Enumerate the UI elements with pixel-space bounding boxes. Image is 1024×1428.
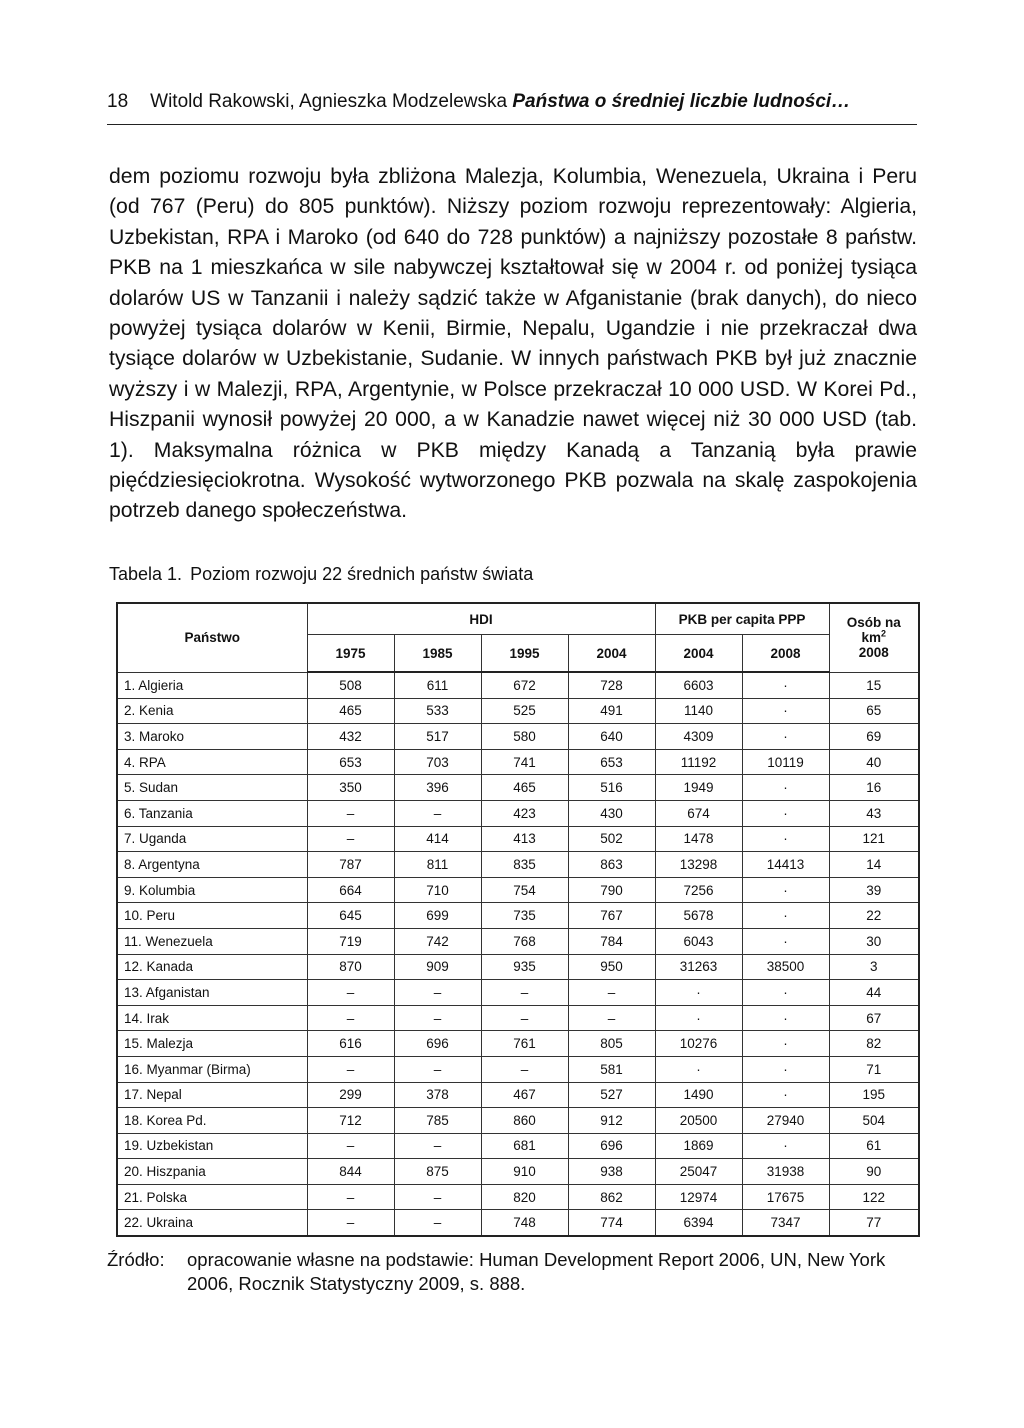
country-cell: 19. Uzbekistan bbox=[117, 1133, 307, 1159]
value-cell: · bbox=[742, 1031, 829, 1057]
value-cell: 465 bbox=[307, 698, 394, 724]
value-cell: · bbox=[742, 1056, 829, 1082]
value-cell: 735 bbox=[481, 903, 568, 929]
country-cell: 5. Sudan bbox=[117, 775, 307, 801]
country-cell: 12. Kanada bbox=[117, 954, 307, 980]
value-cell: 768 bbox=[481, 928, 568, 954]
value-cell: · bbox=[742, 826, 829, 852]
header-year: 2004 bbox=[568, 635, 655, 673]
value-cell: · bbox=[742, 698, 829, 724]
value-cell: 61 bbox=[829, 1133, 919, 1159]
value-cell: 10119 bbox=[742, 749, 829, 775]
value-cell: 696 bbox=[568, 1133, 655, 1159]
country-cell: 13. Afganistan bbox=[117, 980, 307, 1006]
value-cell: 525 bbox=[481, 698, 568, 724]
value-cell: · bbox=[742, 877, 829, 903]
value-cell: 1478 bbox=[655, 826, 742, 852]
value-cell: 844 bbox=[307, 1159, 394, 1185]
table-row bbox=[117, 800, 919, 826]
value-cell: – bbox=[481, 980, 568, 1006]
source-text: opracowanie własne na podstawie: Human Development Report 2006, UN, New York 2006, Rocznik Statystyczny 2009, s. 888. bbox=[187, 1249, 886, 1294]
value-cell: 820 bbox=[481, 1184, 568, 1210]
value-cell: 653 bbox=[568, 749, 655, 775]
value-cell: 13298 bbox=[655, 852, 742, 878]
table-row bbox=[117, 903, 919, 929]
header-density-unit: km bbox=[861, 630, 882, 646]
value-cell: 640 bbox=[568, 724, 655, 750]
value-cell: 616 bbox=[307, 1031, 394, 1057]
value-cell: 870 bbox=[307, 954, 394, 980]
value-cell: 712 bbox=[307, 1108, 394, 1134]
table-row bbox=[117, 928, 919, 954]
header-year: 1975 bbox=[307, 635, 394, 673]
value-cell: 27940 bbox=[742, 1108, 829, 1134]
table-caption-label: Tabela 1. bbox=[109, 564, 183, 584]
value-cell: 811 bbox=[394, 852, 481, 878]
table-row bbox=[117, 724, 919, 750]
value-cell: 14 bbox=[829, 852, 919, 878]
table-row bbox=[117, 1159, 919, 1185]
value-cell: 719 bbox=[307, 928, 394, 954]
value-cell: 378 bbox=[394, 1082, 481, 1108]
value-cell: · bbox=[742, 775, 829, 801]
table-row bbox=[117, 1082, 919, 1108]
value-cell: – bbox=[307, 826, 394, 852]
value-cell: 767 bbox=[568, 903, 655, 929]
value-cell: · bbox=[742, 724, 829, 750]
value-cell: 580 bbox=[481, 724, 568, 750]
header-year: 2004 bbox=[655, 635, 742, 673]
table-row bbox=[117, 954, 919, 980]
value-cell: 938 bbox=[568, 1159, 655, 1185]
value-cell: 430 bbox=[568, 800, 655, 826]
value-cell: – bbox=[394, 800, 481, 826]
value-cell: 508 bbox=[307, 672, 394, 698]
value-cell: 645 bbox=[307, 903, 394, 929]
value-cell: 860 bbox=[481, 1108, 568, 1134]
value-cell: 39 bbox=[829, 877, 919, 903]
table-row bbox=[117, 1184, 919, 1210]
value-cell: · bbox=[655, 1005, 742, 1031]
value-cell: 15 bbox=[829, 672, 919, 698]
value-cell: 699 bbox=[394, 903, 481, 929]
country-cell: 15. Malezja bbox=[117, 1031, 307, 1057]
value-cell: 20500 bbox=[655, 1108, 742, 1134]
source-label: Źródło: bbox=[107, 1249, 165, 1270]
value-cell: 1140 bbox=[655, 698, 742, 724]
country-cell: 17. Nepal bbox=[117, 1082, 307, 1108]
table-row bbox=[117, 877, 919, 903]
value-cell: 910 bbox=[481, 1159, 568, 1185]
value-cell: – bbox=[394, 1133, 481, 1159]
value-cell: 785 bbox=[394, 1108, 481, 1134]
value-cell: 67 bbox=[829, 1005, 919, 1031]
value-cell: 611 bbox=[394, 672, 481, 698]
table-caption bbox=[109, 562, 917, 586]
development-table bbox=[116, 602, 920, 1237]
value-cell: 527 bbox=[568, 1082, 655, 1108]
value-cell: 950 bbox=[568, 954, 655, 980]
header-title: Państwa o średniej liczbie ludności… bbox=[512, 91, 851, 112]
header-year: 2008 bbox=[742, 635, 829, 673]
value-cell: – bbox=[307, 1184, 394, 1210]
value-cell: · bbox=[742, 672, 829, 698]
value-cell: · bbox=[742, 980, 829, 1006]
table-row bbox=[117, 1031, 919, 1057]
value-cell: 121 bbox=[829, 826, 919, 852]
country-cell: 14. Irak bbox=[117, 1005, 307, 1031]
value-cell: 82 bbox=[829, 1031, 919, 1057]
value-cell: 31938 bbox=[742, 1159, 829, 1185]
value-cell: 787 bbox=[307, 852, 394, 878]
value-cell: 748 bbox=[481, 1210, 568, 1236]
value-cell: 299 bbox=[307, 1082, 394, 1108]
running-header bbox=[107, 90, 917, 114]
value-cell: 761 bbox=[481, 1031, 568, 1057]
value-cell: 467 bbox=[481, 1082, 568, 1108]
value-cell: 414 bbox=[394, 826, 481, 852]
value-cell: 516 bbox=[568, 775, 655, 801]
value-cell: 14413 bbox=[742, 852, 829, 878]
table-row bbox=[117, 775, 919, 801]
value-cell: 805 bbox=[568, 1031, 655, 1057]
value-cell: 912 bbox=[568, 1108, 655, 1134]
value-cell: 6394 bbox=[655, 1210, 742, 1236]
value-cell: · bbox=[655, 1056, 742, 1082]
table-row bbox=[117, 852, 919, 878]
table-row bbox=[117, 698, 919, 724]
value-cell: 11192 bbox=[655, 749, 742, 775]
value-cell: 504 bbox=[829, 1108, 919, 1134]
value-cell: 30 bbox=[829, 928, 919, 954]
value-cell: 6043 bbox=[655, 928, 742, 954]
value-cell: – bbox=[568, 1005, 655, 1031]
table-row bbox=[117, 1108, 919, 1134]
value-cell: 835 bbox=[481, 852, 568, 878]
header-hdi: HDI bbox=[307, 603, 655, 635]
value-cell: 7256 bbox=[655, 877, 742, 903]
table-row bbox=[117, 672, 919, 698]
value-cell: · bbox=[655, 980, 742, 1006]
header-rule bbox=[107, 124, 917, 125]
value-cell: 40 bbox=[829, 749, 919, 775]
country-cell: 18. Korea Pd. bbox=[117, 1108, 307, 1134]
country-cell: 10. Peru bbox=[117, 903, 307, 929]
country-cell: 8. Argentyna bbox=[117, 852, 307, 878]
value-cell: · bbox=[742, 1082, 829, 1108]
table-row bbox=[117, 980, 919, 1006]
value-cell: 195 bbox=[829, 1082, 919, 1108]
value-cell: 790 bbox=[568, 877, 655, 903]
value-cell: 774 bbox=[568, 1210, 655, 1236]
country-cell: 6. Tanzania bbox=[117, 800, 307, 826]
value-cell: 65 bbox=[829, 698, 919, 724]
value-cell: 17675 bbox=[742, 1184, 829, 1210]
value-cell: 784 bbox=[568, 928, 655, 954]
header-density-line1: Osób na bbox=[846, 615, 901, 631]
value-cell: 502 bbox=[568, 826, 655, 852]
value-cell: – bbox=[481, 1005, 568, 1031]
value-cell: 44 bbox=[829, 980, 919, 1006]
country-cell: 4. RPA bbox=[117, 749, 307, 775]
table-caption-text: Poziom rozwoju 22 średnich państw świata bbox=[190, 564, 534, 584]
body-paragraph: dem poziomu rozwoju była zbliżona Malezja, Kolumbia, Wenezuela, Ukraina i Peru (od 767 (Peru) do 805 punktów). Niższy poziom rozwoju reprezentowały: Algieria, Uzbekistan, RPA i Maroko (od 640 do 728 punktów) a najniższy pozostałe 8 państw. PKB na 1 mieszkańca w sile nabywczej kształtował się w 2004 r. od poniżej tysiąca dolarów US w Tanzanii i należy sądzić także w Afganistanie (brak danych), do nieco powyżej tysiąca dolarów w Kenii, Birmie, Nepalu, Ugandzie i nie przekraczał dwa tysiące dolarów w Uzbekistanie, Sudanie. W innych państwach PKB był już znacznie wyższy i w Malezji, RPA, Argentynie, w Polsce przekraczał 10 000 USD. W Korei Pd., Hiszpanii wynosił powyżej 20 000, a w Kanadzie nawet więcej niż 30 000 USD (tab. 1). Maksymalna różnica w PKB między Kanadą a Tanzanią była prawie pięćdziesięciokrotna. Wysokość wytworzonego PKB pozwala na skalę zaspokojenia potrzeb danego społeczeństwa. bbox=[109, 165, 917, 523]
header-density-year: 2008 bbox=[858, 645, 889, 661]
header-country: Państwo bbox=[117, 603, 307, 672]
value-cell: 653 bbox=[307, 749, 394, 775]
value-cell: – bbox=[307, 1056, 394, 1082]
value-cell: 25047 bbox=[655, 1159, 742, 1185]
header-year: 1985 bbox=[394, 635, 481, 673]
value-cell: 77 bbox=[829, 1210, 919, 1236]
value-cell: 703 bbox=[394, 749, 481, 775]
value-cell: · bbox=[742, 903, 829, 929]
value-cell: · bbox=[742, 1133, 829, 1159]
value-cell: – bbox=[394, 1056, 481, 1082]
value-cell: – bbox=[307, 1133, 394, 1159]
value-cell: 674 bbox=[655, 800, 742, 826]
country-cell: 2. Kenia bbox=[117, 698, 307, 724]
value-cell: 935 bbox=[481, 954, 568, 980]
value-cell: 350 bbox=[307, 775, 394, 801]
country-cell: 20. Hiszpania bbox=[117, 1159, 307, 1185]
value-cell: 664 bbox=[307, 877, 394, 903]
value-cell: 396 bbox=[394, 775, 481, 801]
value-cell: – bbox=[481, 1056, 568, 1082]
value-cell: 710 bbox=[394, 877, 481, 903]
value-cell: 681 bbox=[481, 1133, 568, 1159]
value-cell: 875 bbox=[394, 1159, 481, 1185]
table-row bbox=[117, 826, 919, 852]
value-cell: 672 bbox=[481, 672, 568, 698]
value-cell: 491 bbox=[568, 698, 655, 724]
value-cell: 69 bbox=[829, 724, 919, 750]
value-cell: 4309 bbox=[655, 724, 742, 750]
value-cell: 122 bbox=[829, 1184, 919, 1210]
value-cell: 742 bbox=[394, 928, 481, 954]
value-cell: 696 bbox=[394, 1031, 481, 1057]
value-cell: – bbox=[307, 980, 394, 1006]
page-number: 18 bbox=[107, 91, 129, 112]
value-cell: 1869 bbox=[655, 1133, 742, 1159]
value-cell: 38500 bbox=[742, 954, 829, 980]
value-cell: 413 bbox=[481, 826, 568, 852]
value-cell: – bbox=[307, 1210, 394, 1236]
value-cell: 43 bbox=[829, 800, 919, 826]
table-row bbox=[117, 1056, 919, 1082]
value-cell: 71 bbox=[829, 1056, 919, 1082]
value-cell: 6603 bbox=[655, 672, 742, 698]
value-cell: 90 bbox=[829, 1159, 919, 1185]
value-cell: – bbox=[568, 980, 655, 1006]
value-cell: 754 bbox=[481, 877, 568, 903]
value-cell: 465 bbox=[481, 775, 568, 801]
value-cell: – bbox=[394, 1184, 481, 1210]
table-row bbox=[117, 1005, 919, 1031]
value-cell: · bbox=[742, 800, 829, 826]
value-cell: 517 bbox=[394, 724, 481, 750]
header-density-unit-line bbox=[834, 630, 915, 645]
value-cell: 533 bbox=[394, 698, 481, 724]
header-pkb: PKB per capita PPP bbox=[655, 603, 829, 635]
value-cell: – bbox=[394, 1210, 481, 1236]
value-cell: 10276 bbox=[655, 1031, 742, 1057]
country-cell: 1. Algieria bbox=[117, 672, 307, 698]
country-cell: 9. Kolumbia bbox=[117, 877, 307, 903]
value-cell: 3 bbox=[829, 954, 919, 980]
table-row bbox=[117, 749, 919, 775]
source-note bbox=[107, 1248, 917, 1296]
value-cell: 581 bbox=[568, 1056, 655, 1082]
value-cell: – bbox=[307, 1005, 394, 1031]
value-cell: 423 bbox=[481, 800, 568, 826]
header-density-sup: 2 bbox=[881, 628, 887, 639]
value-cell: 909 bbox=[394, 954, 481, 980]
value-cell: 741 bbox=[481, 749, 568, 775]
value-cell: 7347 bbox=[742, 1210, 829, 1236]
value-cell: · bbox=[742, 1005, 829, 1031]
header-authors: Witold Rakowski, Agnieszka Modzelewska bbox=[150, 91, 508, 112]
header-density bbox=[829, 603, 919, 672]
country-cell: 7. Uganda bbox=[117, 826, 307, 852]
value-cell: 22 bbox=[829, 903, 919, 929]
value-cell: 5678 bbox=[655, 903, 742, 929]
value-cell: 31263 bbox=[655, 954, 742, 980]
value-cell: 432 bbox=[307, 724, 394, 750]
value-cell: 728 bbox=[568, 672, 655, 698]
value-cell: 862 bbox=[568, 1184, 655, 1210]
country-cell: 22. Ukraina bbox=[117, 1210, 307, 1236]
table-row bbox=[117, 1133, 919, 1159]
value-cell: 12974 bbox=[655, 1184, 742, 1210]
value-cell: – bbox=[394, 1005, 481, 1031]
value-cell: 1949 bbox=[655, 775, 742, 801]
table-row bbox=[117, 1210, 919, 1236]
value-cell: 863 bbox=[568, 852, 655, 878]
value-cell: – bbox=[307, 800, 394, 826]
value-cell: – bbox=[394, 980, 481, 1006]
country-cell: 11. Wenezuela bbox=[117, 928, 307, 954]
value-cell: 1490 bbox=[655, 1082, 742, 1108]
value-cell: 16 bbox=[829, 775, 919, 801]
header-year: 1995 bbox=[481, 635, 568, 673]
value-cell: · bbox=[742, 928, 829, 954]
country-cell: 3. Maroko bbox=[117, 724, 307, 750]
country-cell: 21. Polska bbox=[117, 1184, 307, 1210]
country-cell: 16. Myanmar (Birma) bbox=[117, 1056, 307, 1082]
